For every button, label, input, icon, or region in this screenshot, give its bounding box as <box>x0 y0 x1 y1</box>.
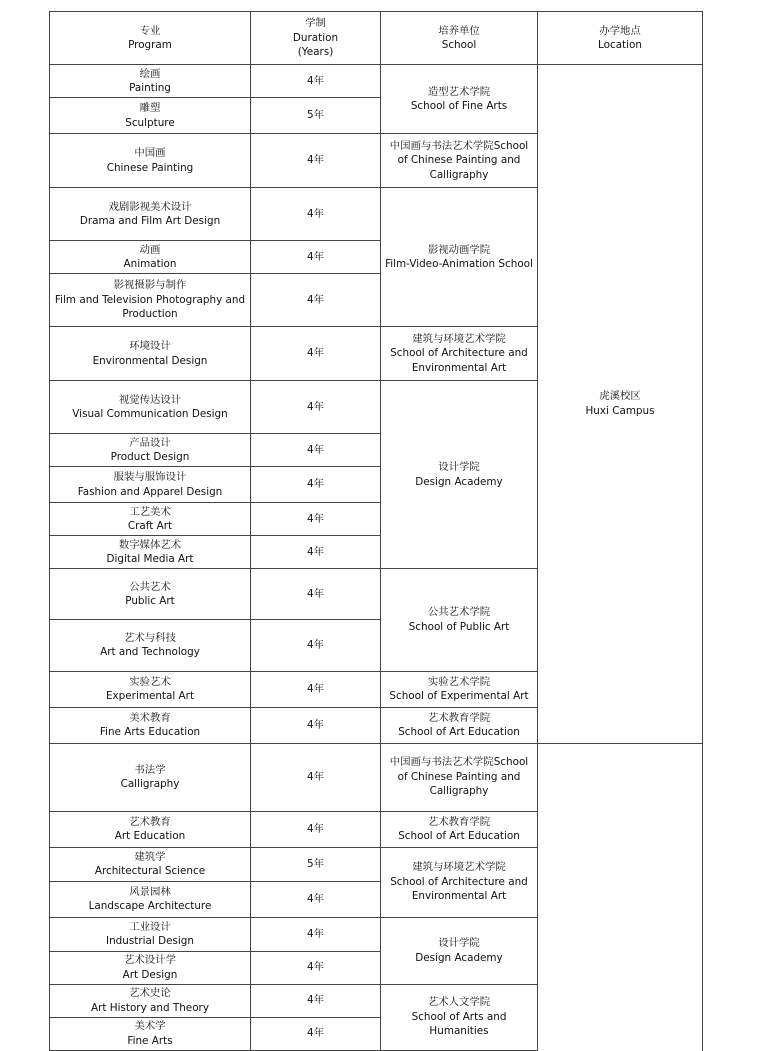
school-cell: 艺术教育学院 School of Art Education <box>381 707 538 743</box>
duration-cell: 4年 <box>251 671 381 707</box>
duration-cell: 4年 <box>251 951 381 984</box>
school-cell: 设计学院 Design Academy <box>381 381 538 569</box>
program-cell: 产品设计 Product Design <box>50 434 251 467</box>
duration-cell: 4年 <box>251 434 381 467</box>
program-cell: 艺术与科技 Art and Technology <box>50 620 251 671</box>
table-row <box>50 743 703 811</box>
table-row <box>50 984 703 1017</box>
school-cell: 设计学院 Design Academy <box>381 917 538 984</box>
duration-cell: 4年 <box>251 536 381 569</box>
program-cell: 公共艺术 Public Art <box>50 569 251 620</box>
header-school: 培养单位 School <box>381 12 538 65</box>
duration-cell: 5年 <box>251 98 381 134</box>
program-cell: 艺术教育 Art Education <box>50 811 251 847</box>
table-row <box>50 951 703 984</box>
duration-cell: 4年 <box>251 503 381 536</box>
duration-cell: 4年 <box>251 569 381 620</box>
program-cell: 书法学 Calligraphy <box>50 743 251 811</box>
table-row <box>50 1017 703 1050</box>
duration-cell: 4年 <box>251 274 381 327</box>
program-cell: 戏剧影视美术设计 Drama and Film Art Design <box>50 188 251 241</box>
school-cell: 影视动画学院 Film-Video-Animation School <box>381 188 538 327</box>
duration-cell: 4年 <box>251 134 381 188</box>
header-row <box>50 12 703 65</box>
program-cell: 影视摄影与制作 Film and Television Photography and Production <box>50 274 251 327</box>
duration-cell: 4年 <box>251 188 381 241</box>
table-row <box>50 847 703 881</box>
program-cell: 中国画 Chinese Painting <box>50 134 251 188</box>
program-cell: 美术学 Fine Arts <box>50 1017 251 1050</box>
school-cell: 建筑与环境艺术学院 School of Architecture and Environmental Art <box>381 327 538 381</box>
program-cell: 建筑学 Architectural Science <box>50 847 251 881</box>
duration-cell: 4年 <box>251 984 381 1017</box>
duration-cell: 4年 <box>251 65 381 98</box>
location-cell: 虎溪校区 Huxi Campus <box>538 65 703 744</box>
school-cell: 艺术教育学院 School of Art Education <box>381 811 538 847</box>
duration-cell: 5年 <box>251 847 381 881</box>
duration-cell: 4年 <box>251 743 381 811</box>
table-row <box>50 811 703 847</box>
duration-cell: 4年 <box>251 1017 381 1050</box>
school-cell: 艺术人文学院 School of Arts and Humanities <box>381 984 538 1050</box>
duration-cell: 4年 <box>251 811 381 847</box>
programs-table <box>49 11 703 1051</box>
duration-cell: 4年 <box>251 707 381 743</box>
program-cell: 艺术史论 Art History and Theory <box>50 984 251 1017</box>
program-cell: 实验艺术 Experimental Art <box>50 671 251 707</box>
program-cell: 视觉传达设计 Visual Communication Design <box>50 381 251 434</box>
school-cell: 公共艺术学院 School of Public Art <box>381 569 538 672</box>
school-cell: 中国画与书法艺术学院School of Chinese Painting and Calligraphy <box>381 134 538 188</box>
school-cell: 中国画与书法艺术学院School of Chinese Painting and Calligraphy <box>381 743 538 811</box>
table-row <box>50 881 703 917</box>
duration-cell: 4年 <box>251 881 381 917</box>
header-location: 办学地点 Location <box>538 12 703 65</box>
program-cell: 工艺美术 Craft Art <box>50 503 251 536</box>
school-cell: 造型艺术学院 School of Fine Arts <box>381 65 538 134</box>
duration-cell: 4年 <box>251 381 381 434</box>
program-cell: 工业设计 Industrial Design <box>50 917 251 951</box>
duration-cell: 4年 <box>251 917 381 951</box>
program-cell: 服装与服饰设计 Fashion and Apparel Design <box>50 467 251 503</box>
duration-cell: 4年 <box>251 327 381 381</box>
program-cell: 艺术设计学 Art Design <box>50 951 251 984</box>
program-cell: 绘画 Painting <box>50 65 251 98</box>
program-cell: 风景园林 Landscape Architecture <box>50 881 251 917</box>
program-cell: 美术教育 Fine Arts Education <box>50 707 251 743</box>
table-row <box>50 917 703 951</box>
program-cell: 动画 Animation <box>50 241 251 274</box>
table-row <box>50 65 703 98</box>
program-cell: 数字媒体艺术 Digital Media Art <box>50 536 251 569</box>
program-cell: 雕塑 Sculpture <box>50 98 251 134</box>
school-cell: 实验艺术学院 School of Experimental Art <box>381 671 538 707</box>
header-program: 专业 Program <box>50 12 251 65</box>
duration-cell: 4年 <box>251 620 381 671</box>
duration-cell: 4年 <box>251 241 381 274</box>
program-cell: 环境设计 Environmental Design <box>50 327 251 381</box>
duration-cell: 4年 <box>251 467 381 503</box>
school-cell: 建筑与环境艺术学院 School of Architecture and Environmental Art <box>381 847 538 917</box>
header-duration: 学制 Duration (Years) <box>251 12 381 65</box>
